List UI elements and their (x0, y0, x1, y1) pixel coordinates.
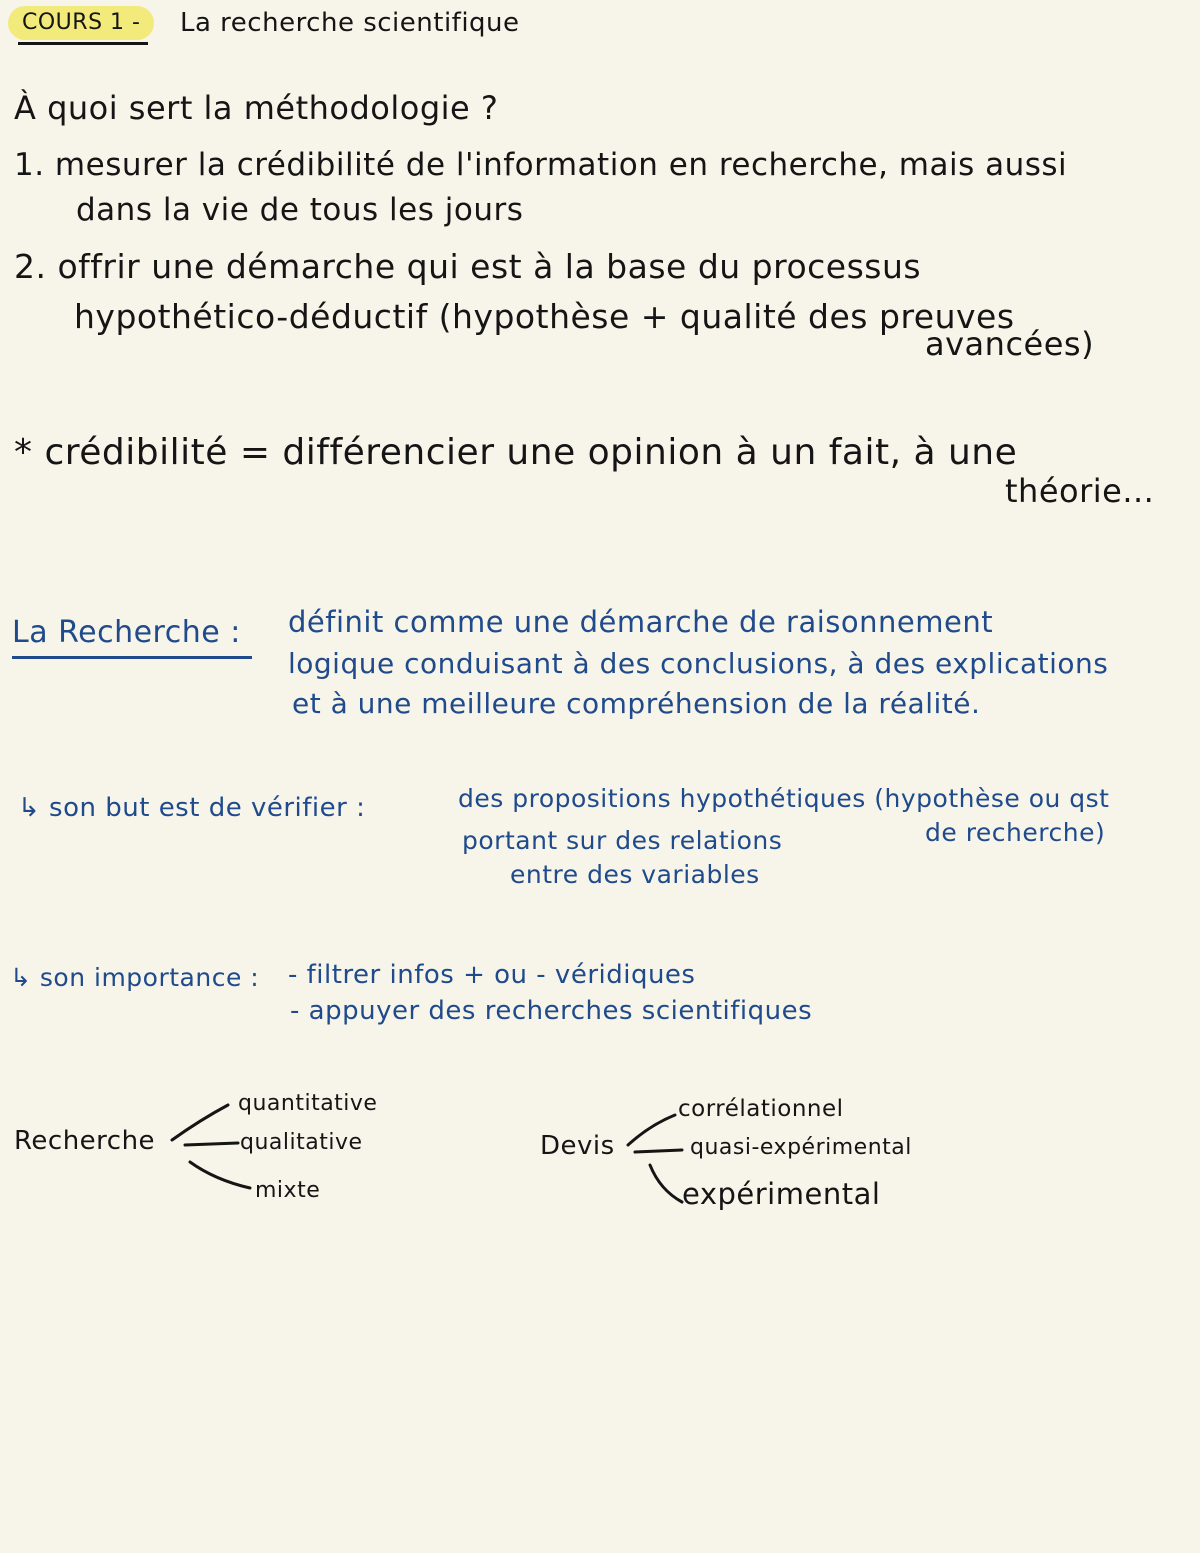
branch-line (628, 1115, 675, 1145)
point2-line3: avancées) (925, 325, 1095, 363)
title-underline (18, 42, 148, 45)
methodology-question: À quoi sert la méthodologie ? (14, 89, 499, 127)
design-item: quasi-expérimental (690, 1135, 912, 1160)
research-type-item: mixte (255, 1178, 321, 1203)
branch-line (650, 1165, 682, 1202)
goal-label: ↳ son but est de vérifier : (18, 793, 366, 823)
research-types-branches (160, 1100, 250, 1200)
point1-line1: 1. mesurer la crédibilité de l'information en recherche, mais aussi (14, 147, 1068, 183)
research-type-item: qualitative (240, 1130, 363, 1155)
branch-line (635, 1150, 682, 1152)
research-def-line2: logique conduisant à des conclusions, à des explications (288, 647, 1109, 680)
importance-label: ↳ son importance : (10, 963, 260, 992)
importance-line1: - filtrer infos + ou - véridiques (288, 960, 696, 990)
credibility-line1: * crédibilité = différencier une opinion à un fait, à une (14, 432, 1018, 473)
designs-branches (620, 1110, 690, 1210)
research-def-line1: définit comme une démarche de raisonnement (288, 605, 994, 639)
branch-line (190, 1162, 250, 1188)
design-item: expérimental (682, 1177, 881, 1211)
point1-line2: dans la vie de tous les jours (76, 192, 524, 228)
point2-line2: hypothético-déductif (hypothèse + qualité des preuves (74, 297, 1015, 336)
design-item: corrélationnel (678, 1096, 844, 1122)
course-label: COURS 1 - (22, 10, 141, 35)
research-type-item: quantitative (238, 1091, 378, 1116)
goal-line2b: de recherche) (925, 818, 1106, 847)
importance-line2: - appuyer des recherches scientifiques (290, 996, 813, 1026)
goal-line1: des propositions hypothétiques (hypothèse ou qst (458, 784, 1110, 813)
course-title: La recherche scientifique (180, 8, 520, 38)
branch-line (185, 1143, 238, 1145)
course-label-highlight (8, 6, 154, 40)
point2-line1: 2. offrir une démarche qui est à la base du processus (14, 247, 922, 286)
goal-line3: entre des variables (510, 860, 760, 889)
research-types-root: Recherche (14, 1126, 156, 1156)
designs-root: Devis (540, 1131, 615, 1161)
research-heading: La Recherche : (12, 615, 241, 650)
branch-line (172, 1105, 228, 1140)
credibility-line2: théorie... (1005, 472, 1155, 510)
research-heading-underline (12, 656, 252, 659)
research-def-line3: et à une meilleure compréhension de la réalité. (292, 687, 981, 720)
goal-line2a: portant sur des relations (462, 826, 783, 855)
